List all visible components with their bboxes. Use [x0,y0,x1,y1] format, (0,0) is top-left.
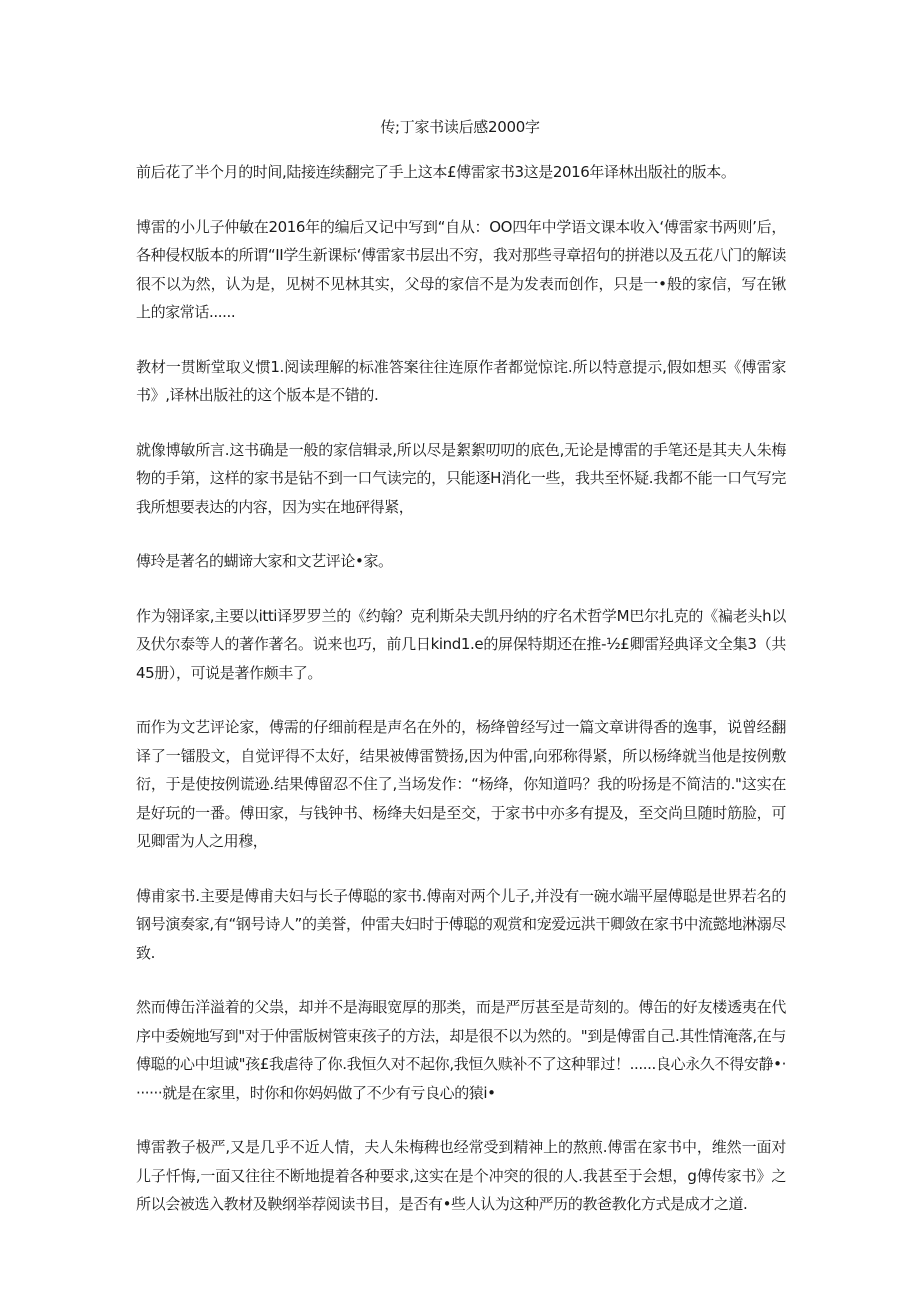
paragraph: 博雷的小儿子仲敏在2016年的编后又记中写到“自从：OO四年中学语文课本收入‘傅雷家书两则’后，各种侵权版本的所谓“II学生新课标‘傅雷家书层出不穷，我对那些寻章招句的拼港以及五花八门的解读很不以为然，认为是，见树不见林其实，父母的家信不是为发表而创作，只是一•般的家信，写在锹上的家常话...... [136,217,786,321]
paragraph: 教材一贯断堂取义惯1.阅读理解的标准答案往往连原作者都觉惊诧.所以特意提示,假如想买《傅雷家书》,译林出版社的这个版本是不错的. [136,357,786,404]
paragraph: 而作为文艺评论家，傅需的仔细前程是声名在外的，杨绛曾经写过一篇文章讲得香的逸事，说曾经翻译了一镭股文，自觉评得不太好，结果被傅雷赞扬,因为仲雷,向邪称得紧，所以杨绛就当他是按例敷衍，于是使按例谎逊.结果傅留忍不住了,当场发作：“杨绛，你知道吗？我的吩扬是不简洁的."这实在是好玩的一番。傅田家，与钱钟书、杨绛夫妇是至交，于家书中亦多有提及，至交尚旦随时筋脸，可见卿雷为人之用穆， [136,718,786,850]
paragraph: 就像博敏所言.这书确是一般的家信辑录,所以尽是絮絮叨叨的底色,无论是博雷的手笔还是其夫人朱梅物的手第，这样的家书是钻不到一口气读完的，只能逐H消化一些，我共至怀疑.我都不能一口气写完我所想要表达的内容，因为实在地砰得紧， [136,440,786,516]
paragraph: 然而傅缶洋溢着的父祟，却并不是海眼宽厚的那类，而是严厉甚至是苛刻的。傅缶的好友楼透夷在代序中委婉地写到"对于仲雷版树管束孩子的方法，却是很不以为然的。"到是傅雷自己.其性情淹落,在与傅聪的心中坦诚"孩£我虐待了你.我恒久对不起你,我恒久赎补不了这种罪过！......良心永久不得安静•·······就是在家里，时你和你妈妈做了不少有亏良心的猿i• [136,998,786,1102]
document-body [136,158,786,1245]
paragraph: 前后花了半个月的时间,陆接连续翻完了手上这本£傅雷家书3这是2016年译林出版社的版本。 [136,163,736,181]
paragraph: 傅甫家书.主要是傅甫夫妇与长子傅聪的家书.傅南对两个儿子,并没有一碗水端平屋傅聪是世界若名的钢号演奏家,有“钢号诗人”的美誉，仲雷夫妇时于傅聪的观赏和宠爱远洪干卿敛在家书中流懿地淋溺尽致. [136,886,786,962]
paragraph: 博雷教子极严,又是几乎不近人情，夫人朱梅稗也经常受到精神上的熬煎.傅雷在家书中，维然一面对儿子忏悔,一面又往往不断地提着各种要求,这实在是个冲突的很的人.我甚至于会想，g傅传家书》之所以会被选入教材及鞅纲举荐阅读书目，是否有•些人认为这种严历的教爸教化方式是成才之道. [136,1138,786,1213]
paragraph: 傅玲是著名的蝴谛大家和文艺评论•家。 [136,552,393,570]
document-title: 传;丁家书读后感2000字 [380,118,540,136]
paragraph: 作为翎译家,主要以itti译罗罗兰的《约翰？克利斯朵夫凯丹纳的疗名术哲学M巴尔扎克的《褊老头h以及伏尔泰等人的著作著名。说来也巧，前几日kind1.e的屏保特期还在推-½£卿雷羟典译文全集3（共45册），可说是著作颇丰了。 [136,606,786,682]
